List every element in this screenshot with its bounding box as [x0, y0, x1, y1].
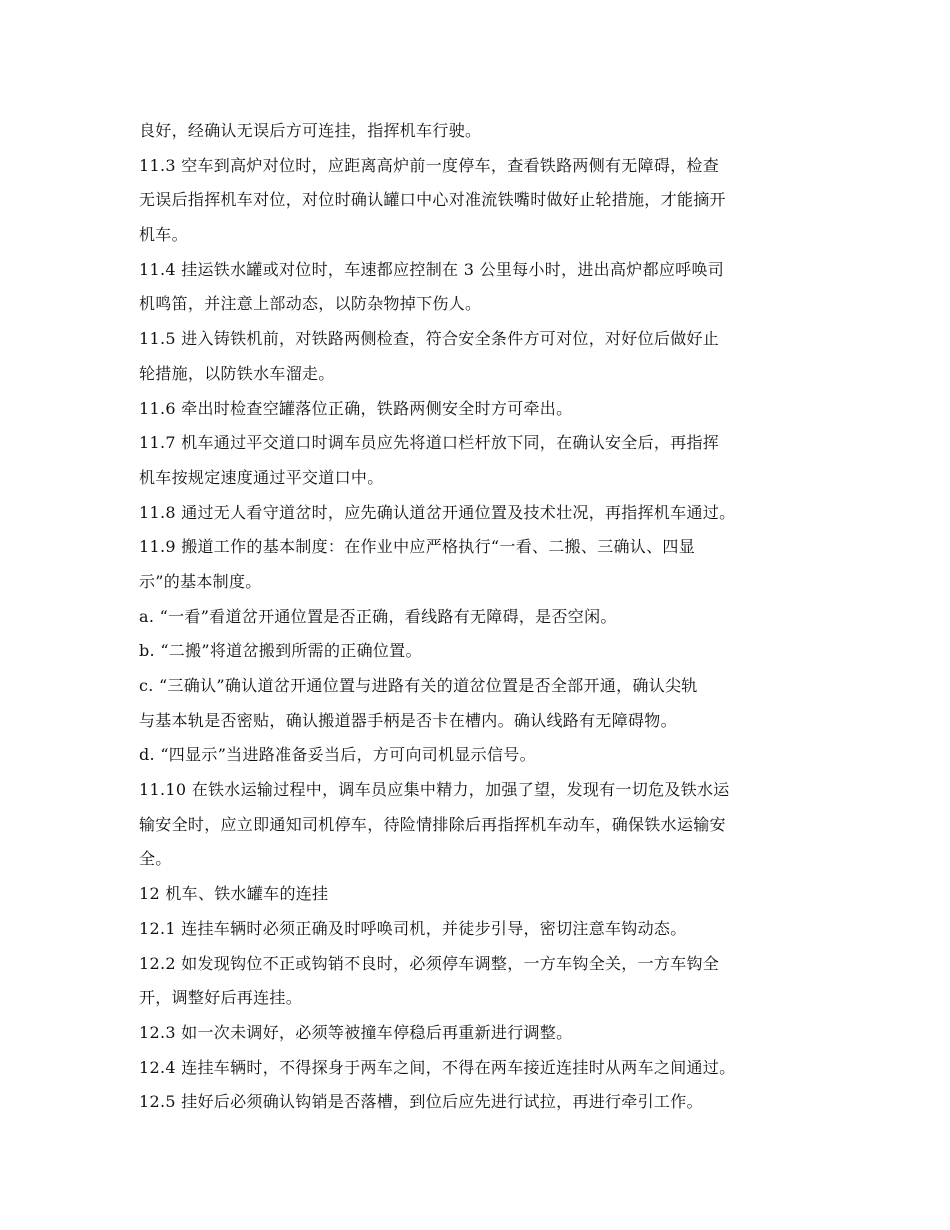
text-line: a. “一看”看道岔开通位置是否正确，看线路有无障碍，是否空闲。: [139, 606, 617, 626]
document-body: [139, 114, 819, 1120]
text-line: 与基本轨是否密贴，确认搬道器手柄是否卡在槽内。确认线路有无障碍物。: [139, 710, 677, 730]
text-line: 12.2 如发现钩位不正或钩销不良时，必须停车调整，一方车钩全关，一方车钩全: [139, 953, 720, 973]
text-line: 11.3 空车到高炉对位时，应距离高炉前一度停车，查看铁路两侧有无障碍，检查: [139, 155, 720, 175]
text-line: 无误后指挥机车对位，对位时确认罐口中心对准流铁嘴时做好止轮措施，才能摘开: [139, 190, 726, 210]
text-line: 11.9 搬道工作的基本制度：在作业中应严格执行“一看、二搬、三确认、四显: [139, 537, 695, 557]
text-line: 机车按规定速度通过平交道口中。: [139, 467, 384, 487]
text-line: 11.7 机车通过平交道口时调车员应先将道口栏杆放下同，在确认安全后，再指挥: [139, 433, 720, 453]
text-line: b. “二搬”将道岔搬到所需的正确位置。: [139, 641, 422, 661]
text-line: 11.5 进入铸铁机前，对铁路两侧检查，符合安全条件方可对位，对好位后做好止: [139, 329, 720, 349]
text-line: 机鸣笛，并注意上部动态，以防杂物掉下伤人。: [139, 294, 482, 314]
text-line: 11.10 在铁水运输过程中，调车员应集中精力，加强了望，发现有一切危及铁水运: [139, 780, 730, 800]
text-line: 良好，经确认无误后方可连挂，指挥机车行驶。: [139, 121, 482, 140]
text-line: 12.5 挂好后必须确认钩销是否落槽，到位后应先进行试拉，再进行牵引工作。: [139, 1092, 703, 1112]
text-line: 开，调整好后再连挂。: [139, 988, 303, 1008]
text-line: 示”的基本制度。: [139, 571, 262, 591]
text-line: 12.4 连挂车辆时，不得探身于两车之间，不得在两车接近连挂时从两车之间通过。: [139, 1057, 736, 1077]
text-line: 12.3 如一次未调好，必须等被撞车停稳后再重新进行调整。: [139, 1022, 573, 1042]
text-line: 12.1 连挂车辆时必须正确及时呼唤司机，并徒步引导，密切注意车钩动态。: [139, 918, 687, 938]
text-line: 11.4 挂运铁水罐或对位时，车速都应控制在 3 公里每小时，进出高炉都应呼唤司: [139, 259, 725, 279]
text-line: 全。: [139, 849, 172, 869]
text-line: 轮措施，以防铁水车溜走。: [139, 363, 335, 383]
text-line: 11.6 牵出时检查空罐落位正确，铁路两侧安全时方可牵出。: [139, 398, 573, 418]
text-line: 机车。: [139, 225, 188, 245]
section-heading: 12 机车、铁水罐车的连挂: [139, 884, 329, 904]
text-line: c. “三确认”确认道岔开通位置与进路有关的道岔位置是否全部开通，确认尖轨: [139, 676, 698, 695]
text-line: 11.8 通过无人看守道岔时，应先确认道岔开通位置及技术壮况，再指挥机车通过。: [139, 502, 736, 522]
text-line: 输安全时，应立即通知司机停车，待险情排除后再指挥机车动车，确保铁水运输安: [139, 814, 726, 834]
text-line: d. “四显示”当进路准备妥当后，方可向司机显示信号。: [139, 745, 536, 765]
